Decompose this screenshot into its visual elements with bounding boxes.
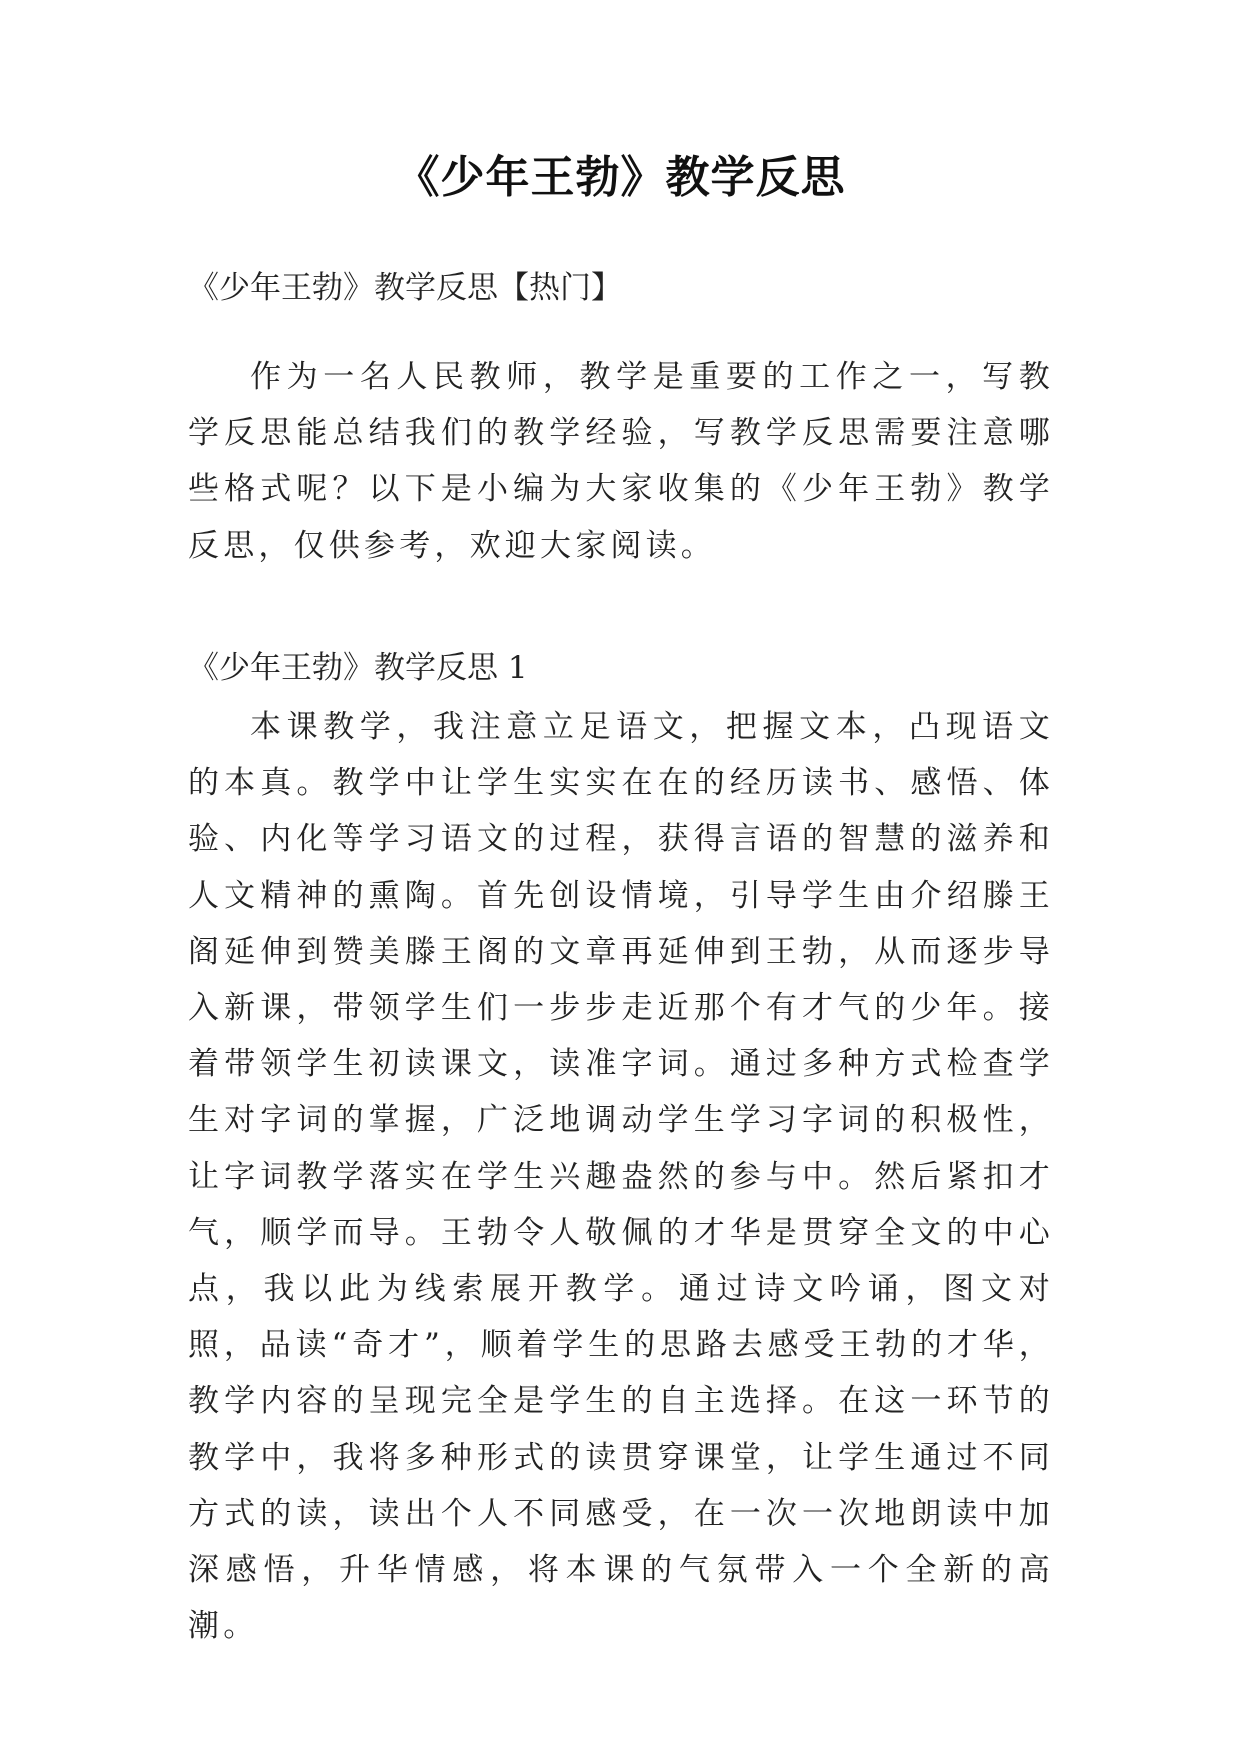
document-title: 《少年王勃》教学反思 (395, 152, 846, 203)
section-1-paragraph: 本课教学，我注意立足语文，把握文本，凸现语文的本真。教学中让学生实实在在的经历读书、感悟、体验、内化等学习语文的过程，获得言语的智慧的滋养和人文精神的熏陶。首先创设情境，引导学生由介绍滕王阁延伸到赞美滕王阁的文章再延伸到王勃，从而逐步导入新课，带领学生们一步步走近那个有才气的少年。接着带领学生初读课文，读准字词。通过多种方式检查学生对字词的掌握，广泛地调动学生学习字词的积极性，让字词教学落实在学生兴趣盎然的参与中。然后紧扣才气，顺学而导。王勃令人敬佩的才华是贯穿全文的中心点，我以此为线索展开教学。通过诗文吟诵，图文对照，品读“奇才”，顺着学生的思路去感受王勃的才华，教学内容的呈现完全是学生的自主选择。在这一环节的教学中，我将多种形式的读贯穿课堂，让学生通过不同方式的读，读出个人不同感受，在一次一次地朗读中加深感悟，升华情感，将本课的气氛带入一个全新的高潮。 (188, 709, 1054, 1645)
section-intro-heading: 《少年王勃》教学反思【热门】 (188, 270, 622, 306)
section-1-heading: 《少年王勃》教学反思 1 (188, 650, 528, 686)
section-intro-paragraph: 作为一名人民教师，教学是重要的工作之一，写教学反思能总结我们的教学经验，写教学反思需要注意哪些格式呢？以下是小编为大家收集的《少年王勃》教学反思，仅供参考，欢迎大家阅读。 (188, 359, 1054, 564)
